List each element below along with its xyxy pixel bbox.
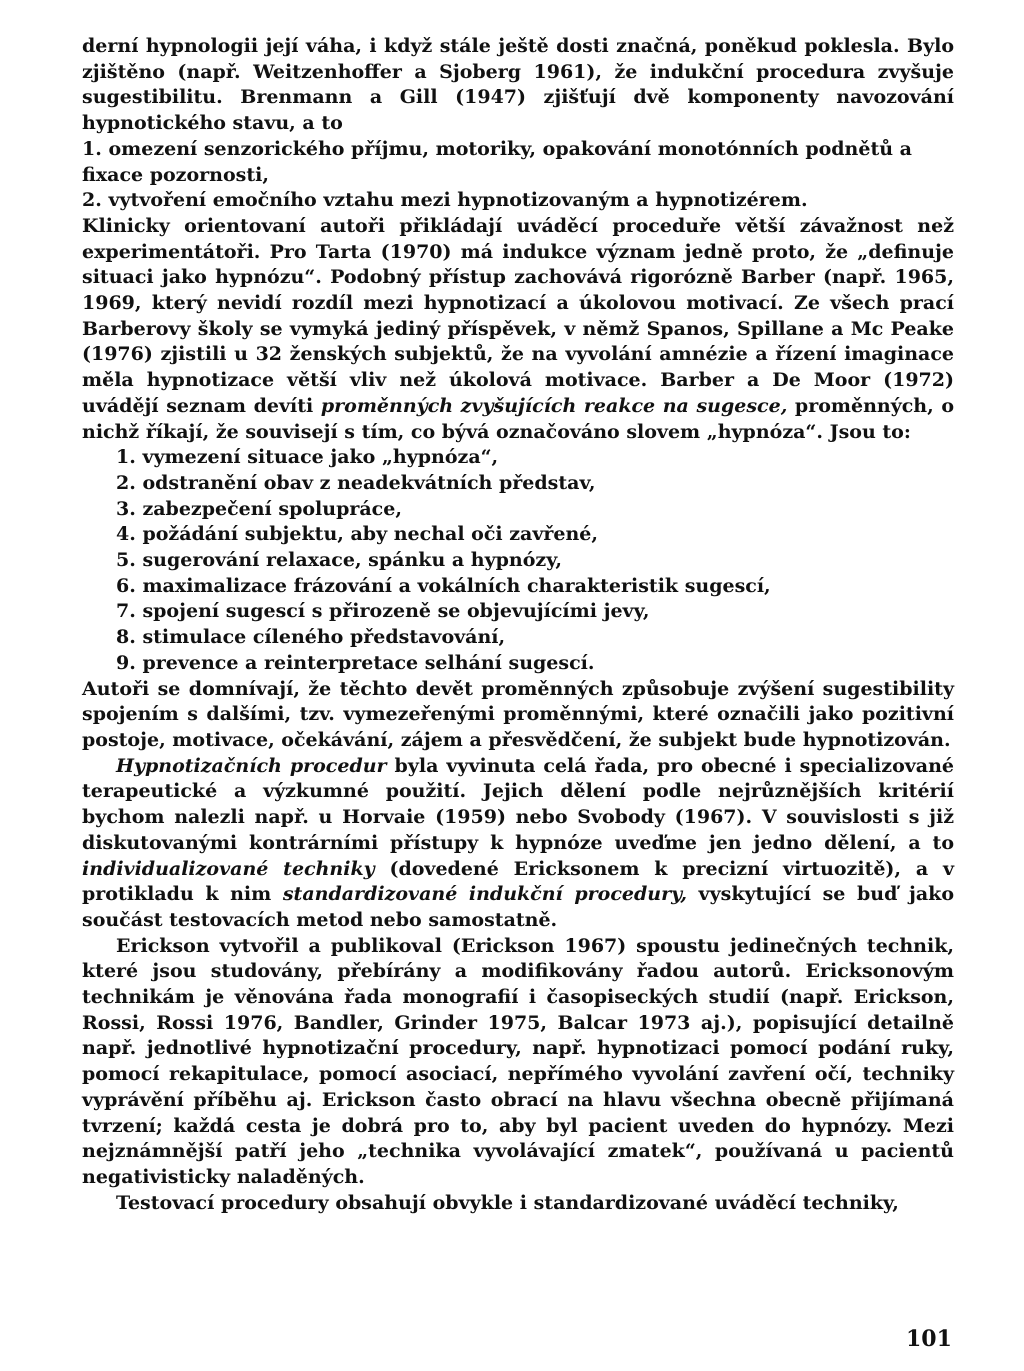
page-number: 101 bbox=[906, 1326, 952, 1352]
paragraph-erickson: Erickson vytvořil a publikoval (Erickson 1967) spoustu jedinečných technik, které jsou studovány, přebírány a modifikovány řadou autorů. Ericksonovým technikám je věnována řada monografií i časopiseckých studií (např. Erickson, Rossi, Rossi 1976, Bandler, Grinder 1975, Balcar 1973 aj.), popisující detailně např. jednotlivé hypnotizační procedury, např. hypnotizaci pomocí podání ruky, pomocí rekapitulace, pomocí asociací, nepřímého vyvolání zavření očí, techniky vyprávění příběhu aj. Erickson často obrací na hlavu všechna obecně přijímaná tvrzení; každá cesta je dobrá pro to, aby byl pacient uveden do hypnózy. Mezi nejznámnější patří jeho „technika vyvolávající zmatek“, používaná u pacientů negativisticky naladěných. bbox=[82, 934, 954, 1188]
variables-list bbox=[82, 445, 954, 676]
list-item: 2. vytvoření emočního vztahu mezi hypnotizovaným a hypnotizérem. bbox=[82, 189, 808, 212]
text-run: vyskytující se buď jako součást testovacích metod nebo samostatně. bbox=[82, 883, 954, 931]
text-run: Klinicky orientovaní autoři přikládají uváděcí proceduře větší závažnost než experimentátoři. Pro Tarta (1970) má indukce význam jedně proto, že „definuje situaci jako hypnózu“. Podobný přístup zachovává rigorózně Barber (např. 1965, 1969, který nevidí rozdíl mezi hypnotizací a úkolovou motivací. Ze všech prací Barberovy školy se vymyká jediný příspěvek, v němž Spanos, Spillane a Mc Peake (1976) zjistili u 32 ženských subjektů, že na vyvolání amnézie a řízení imaginace měla hypnotizace větší vliv než úkolová motivace. Barber a De Moor (1972) uvádějí seznam devíti bbox=[82, 214, 954, 417]
italic-term: Hypnotizačních procedur bbox=[116, 754, 387, 777]
list-item: 5. sugerování relaxace, spánku a hypnózy, bbox=[116, 549, 563, 572]
paragraph-testing: Testovací procedury obsahují obvykle i standardizované uváděcí techniky, bbox=[116, 1191, 899, 1214]
paragraph-clinical bbox=[82, 214, 954, 445]
body-text bbox=[82, 34, 954, 1216]
list-item: 2. odstranění obav z neadekvátních představ, bbox=[116, 471, 596, 494]
list-item: 3. zabezpečení spolupráce, bbox=[116, 497, 402, 520]
italic-term: proměnných zvyšujících reakce na sugesce, bbox=[320, 394, 788, 417]
italic-term: individualizované techniky bbox=[82, 857, 375, 880]
list-item: 7. spojení sugescí s přirozeně se objevujícími jevy, bbox=[116, 600, 650, 623]
paragraph-intro: derní hypnologii její váha, i když stále ještě dosti značná, poněkud poklesla. Bylo zjištěno (např. Weitzenhoffer a Sjoberg 1961), že indukční procedura zvyšuje sugestibilitu. Brenmann a Gill (1947) zjišťují dvě komponenty navozování hypnotického stavu, a to bbox=[82, 35, 954, 135]
components-list bbox=[82, 137, 954, 214]
paragraph-authors: Autoři se domnívají, že těchto devět proměnných způsobuje zvýšení sugestibility spojením s dalšími, tzv. vymezeřenými proměnnými, které označili jako pozitivní postoje, motivace, očekávání, zájem a přesvědčení, že subjekt bude hypnotizován. bbox=[82, 677, 954, 751]
list-item: 9. prevence a reinterpretace selhání sugescí. bbox=[116, 651, 595, 674]
text-run: proměnných, o nichž říkají, že souvisejí s tím, co bývá označováno slovem „hypnóza“. Jsou to: bbox=[82, 394, 955, 443]
italic-term: standardizované indukční procedury, bbox=[282, 883, 687, 906]
text-run: byla vyvinuta celá řada, pro obecné i specializované terapeutické a výzkumné použití. Jejich dělení podle nejrůznějších kritérií bychom nalezli např. u Horvaie (1959) nebo Svobody (1967). V souvislosti s již diskutovanými kontrárními přístupy k hypnóze uveďme jen jedno dělení, a to bbox=[82, 754, 954, 854]
list-item: 6. maximalizace frázování a vokálních charakteristik sugescí, bbox=[116, 574, 771, 597]
paragraph-procedures bbox=[82, 754, 954, 934]
list-item: 4. požádání subjektu, aby nechal oči zavřené, bbox=[116, 523, 599, 546]
text-run: (dovedené Ericksonem k precizní virtuozitě), a v protikladu k nim bbox=[82, 857, 954, 906]
list-item: 8. stimulace cíleného představování, bbox=[116, 626, 506, 649]
list-item: 1. vymezení situace jako „hypnóza“, bbox=[116, 446, 499, 469]
list-item: 1. omezení senzorického příjmu, motoriky, opakování monotónních podnětů a fixace pozornosti, bbox=[82, 137, 912, 186]
